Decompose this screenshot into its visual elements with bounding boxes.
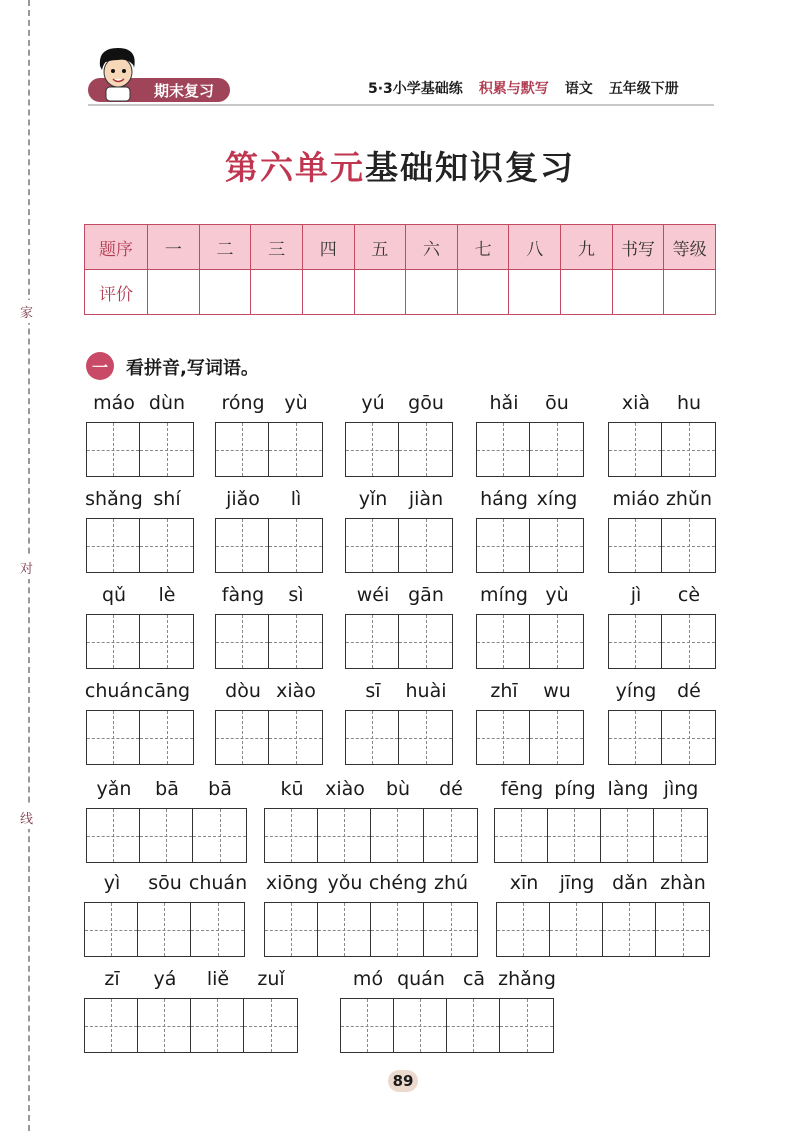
column-header: 等级	[664, 225, 716, 270]
pinyin-syllable: yá	[153, 968, 177, 990]
pinyin-syllable: qǔ	[101, 584, 127, 606]
pinyin-syllable: bā	[208, 778, 232, 800]
pinyin-syllable: zhǔn	[665, 488, 713, 510]
column-header: 三	[251, 225, 303, 270]
pinyin-syllable: shǎng	[85, 488, 143, 510]
writing-grid	[476, 710, 584, 765]
writing-cell[interactable]	[530, 423, 583, 476]
writing-grid	[215, 710, 323, 765]
writing-grid	[215, 614, 323, 669]
page-title	[0, 142, 800, 189]
writing-cell[interactable]	[216, 711, 269, 764]
pinyin-word	[264, 872, 479, 958]
writing-cell[interactable]	[424, 903, 477, 956]
pinyin-syllable: róng	[221, 392, 265, 414]
writing-cell[interactable]	[495, 809, 548, 862]
pinyin-line	[264, 872, 479, 898]
pinyin-syllable: yǐn	[358, 488, 388, 510]
pinyin-word	[476, 680, 585, 766]
pinyin-syllable: háng	[480, 488, 528, 510]
writing-grid	[340, 998, 554, 1053]
writing-grid	[86, 518, 194, 573]
pinyin-syllable: zuǐ	[257, 968, 285, 990]
pinyin-syllable: lì	[290, 488, 302, 510]
pinyin-line	[84, 968, 299, 994]
row-label-order: 题序	[85, 225, 148, 270]
writing-grid	[84, 902, 245, 957]
pinyin-syllable: xiōng	[265, 872, 319, 894]
pinyin-word	[86, 778, 248, 864]
pinyin-word	[215, 392, 324, 478]
writing-cell[interactable]	[216, 423, 269, 476]
pinyin-syllable: jīng	[559, 872, 595, 894]
writing-cell[interactable]	[140, 809, 193, 862]
series-name: 5·3小学基础练	[368, 81, 463, 97]
writing-cell[interactable]	[399, 615, 452, 668]
writing-cell[interactable]	[346, 615, 399, 668]
pinyin-syllable: xīn	[509, 872, 539, 894]
writing-cell[interactable]	[191, 999, 244, 1052]
writing-cell[interactable]	[346, 423, 399, 476]
writing-cell[interactable]	[603, 903, 656, 956]
eval-cell[interactable]	[199, 270, 251, 315]
pinyin-syllable: dǎn	[612, 872, 648, 894]
pinyin-syllable: wu	[543, 680, 571, 702]
writing-cell[interactable]	[87, 809, 140, 862]
writing-cell[interactable]	[656, 903, 709, 956]
pinyin-syllable: máo	[93, 392, 135, 414]
pinyin-syllable: xià	[621, 392, 651, 414]
binding-mark: 对	[20, 556, 33, 579]
writing-grid	[86, 808, 247, 863]
writing-grid	[86, 710, 194, 765]
pinyin-syllable: jiǎo	[226, 488, 260, 510]
pinyin-syllable: xiào	[325, 778, 365, 800]
pinyin-word	[608, 584, 717, 670]
column-header: 六	[406, 225, 458, 270]
eval-cell[interactable]	[251, 270, 303, 315]
pinyin-line	[84, 872, 246, 898]
column-header: 四	[302, 225, 354, 270]
pinyin-syllable: zhǎng	[498, 968, 556, 990]
writing-cell[interactable]	[399, 423, 452, 476]
score-eval-row	[85, 270, 716, 315]
section-number: 一	[91, 357, 108, 377]
pinyin-syllable: jì	[630, 584, 642, 606]
pinyin-syllable: hu	[676, 392, 702, 414]
column-header: 一	[148, 225, 200, 270]
writing-cell[interactable]	[530, 711, 583, 764]
pinyin-syllable: shí	[153, 488, 181, 510]
writing-cell[interactable]	[85, 903, 138, 956]
pinyin-syllable: dòu	[225, 680, 261, 702]
writing-grid	[264, 902, 478, 957]
writing-cell[interactable]	[497, 903, 550, 956]
writing-cell[interactable]	[371, 809, 424, 862]
pinyin-syllable: huài	[405, 680, 447, 702]
pinyin-syllable: bù	[385, 778, 411, 800]
eval-cell[interactable]	[664, 270, 716, 315]
pinyin-line	[476, 680, 585, 706]
pinyin-line	[345, 488, 454, 514]
writing-cell[interactable]	[609, 615, 662, 668]
pinyin-word	[215, 680, 324, 766]
pinyin-line	[215, 680, 324, 706]
writing-cell[interactable]	[341, 999, 394, 1052]
writing-cell[interactable]	[662, 519, 715, 572]
pinyin-syllable: quán	[397, 968, 445, 990]
pinyin-line	[215, 392, 324, 418]
column-header: 九	[561, 225, 613, 270]
writing-grid	[86, 422, 194, 477]
pinyin-syllable: jiàn	[408, 488, 444, 510]
pinyin-syllable: yǒu	[327, 872, 363, 894]
pinyin-line	[608, 392, 717, 418]
pinyin-word	[86, 392, 195, 478]
writing-cell[interactable]	[269, 519, 322, 572]
writing-cell[interactable]	[530, 519, 583, 572]
writing-grid	[215, 422, 323, 477]
pinyin-syllable: wéi	[356, 584, 390, 606]
pinyin-syllable: yíng	[615, 680, 657, 702]
column-header: 八	[509, 225, 561, 270]
writing-cell[interactable]	[662, 615, 715, 668]
column-header: 五	[354, 225, 406, 270]
writing-grid	[608, 710, 716, 765]
pinyin-syllable: bā	[155, 778, 179, 800]
pinyin-syllable: cè	[677, 584, 701, 606]
pinyin-syllable: cā	[462, 968, 486, 990]
writing-cell[interactable]	[609, 519, 662, 572]
writing-grid	[476, 614, 584, 669]
pinyin-syllable: chéng	[368, 872, 428, 894]
pinyin-line	[608, 680, 717, 706]
pinyin-word	[476, 488, 585, 574]
writing-cell[interactable]	[140, 519, 193, 572]
pinyin-word	[264, 778, 479, 864]
pinyin-syllable: dé	[677, 680, 701, 702]
pinyin-word	[345, 584, 454, 670]
eval-cell[interactable]	[354, 270, 406, 315]
writing-cell[interactable]	[87, 615, 140, 668]
pinyin-word	[86, 584, 195, 670]
writing-grid	[215, 518, 323, 573]
title-unit: 第六单元	[225, 148, 365, 187]
writing-cell[interactable]	[609, 423, 662, 476]
pinyin-syllable: jìng	[663, 778, 699, 800]
pinyin-syllable: píng	[554, 778, 596, 800]
writing-cell[interactable]	[609, 711, 662, 764]
writing-cell[interactable]	[140, 711, 193, 764]
pinyin-line	[476, 488, 585, 514]
writing-cell[interactable]	[346, 711, 399, 764]
pinyin-word	[608, 392, 717, 478]
header-rule	[88, 104, 714, 106]
writing-cell[interactable]	[346, 519, 399, 572]
pinyin-syllable: yù	[545, 584, 569, 606]
pinyin-word	[476, 392, 585, 478]
writing-cell[interactable]	[265, 903, 318, 956]
eval-cell[interactable]	[406, 270, 458, 315]
writing-cell[interactable]	[265, 809, 318, 862]
writing-grid	[345, 422, 453, 477]
book-name: 积累与默写	[478, 81, 549, 97]
eval-cell[interactable]	[148, 270, 200, 315]
book-info	[368, 78, 679, 98]
pinyin-syllable: fēng	[500, 778, 544, 800]
pinyin-word	[345, 488, 454, 574]
page-number: 89	[388, 1070, 418, 1092]
pinyin-line	[340, 968, 555, 994]
writing-cell[interactable]	[87, 711, 140, 764]
writing-cell[interactable]	[216, 519, 269, 572]
pinyin-syllable: sōu	[148, 872, 182, 894]
pinyin-syllable: sī	[365, 680, 381, 702]
pinyin-line	[476, 392, 585, 418]
pinyin-word	[608, 680, 717, 766]
writing-cell[interactable]	[269, 711, 322, 764]
writing-cell[interactable]	[318, 903, 371, 956]
pinyin-syllable: zhú	[433, 872, 469, 894]
section-number-badge	[86, 352, 114, 380]
pinyin-syllable: cāng	[143, 680, 191, 702]
pinyin-line	[608, 584, 717, 610]
pinyin-syllable: fàng	[221, 584, 265, 606]
eval-cell[interactable]	[302, 270, 354, 315]
pinyin-syllable: yù	[284, 392, 308, 414]
writing-cell[interactable]	[477, 519, 530, 572]
writing-cell[interactable]	[138, 903, 191, 956]
pinyin-line	[494, 778, 709, 804]
pinyin-syllable: lè	[158, 584, 176, 606]
grade-name: 五年级下册	[608, 81, 679, 97]
writing-cell[interactable]	[477, 711, 530, 764]
pinyin-syllable: zhàn	[660, 872, 706, 894]
pinyin-word	[494, 778, 709, 864]
writing-grid	[494, 808, 708, 863]
writing-grid	[345, 710, 453, 765]
writing-cell[interactable]	[548, 809, 601, 862]
pinyin-syllable: hǎi	[489, 392, 519, 414]
writing-cell[interactable]	[424, 809, 477, 862]
writing-cell[interactable]	[216, 615, 269, 668]
pinyin-word	[86, 488, 195, 574]
column-header: 书写	[612, 225, 664, 270]
pinyin-line	[345, 392, 454, 418]
pinyin-word	[84, 968, 299, 1054]
pinyin-syllable: miáo	[612, 488, 660, 510]
pinyin-word	[608, 488, 717, 574]
writing-grid	[608, 614, 716, 669]
writing-cell[interactable]	[269, 423, 322, 476]
pinyin-line	[86, 778, 248, 804]
pinyin-line	[608, 488, 717, 514]
pinyin-syllable: zī	[104, 968, 120, 990]
writing-cell[interactable]	[662, 423, 715, 476]
eval-cell[interactable]	[612, 270, 664, 315]
pinyin-syllable: yǎn	[96, 778, 132, 800]
pinyin-syllable: mó	[352, 968, 384, 990]
pinyin-line	[496, 872, 711, 898]
pinyin-syllable: gōu	[408, 392, 444, 414]
writing-cell[interactable]	[140, 423, 193, 476]
pinyin-syllable: chuán	[84, 680, 144, 702]
pinyin-word	[476, 584, 585, 670]
pinyin-syllable: yì	[103, 872, 121, 894]
pinyin-syllable: xiào	[276, 680, 316, 702]
writing-cell[interactable]	[399, 711, 452, 764]
boy-mascot-icon	[92, 44, 142, 104]
score-header-row	[85, 225, 716, 270]
eval-cell[interactable]	[561, 270, 613, 315]
badge-label: 期末复习	[153, 81, 214, 100]
pinyin-line	[86, 680, 195, 706]
pinyin-syllable: míng	[480, 584, 528, 606]
writing-grid	[476, 422, 584, 477]
pinyin-syllable: zhī	[490, 680, 518, 702]
pinyin-word	[215, 584, 324, 670]
pinyin-syllable: kū	[280, 778, 304, 800]
writing-cell[interactable]	[191, 903, 244, 956]
writing-cell[interactable]	[550, 903, 603, 956]
score-table	[84, 224, 716, 315]
pinyin-syllable: làng	[607, 778, 649, 800]
pinyin-line	[345, 680, 454, 706]
pinyin-word	[84, 872, 246, 958]
pinyin-line	[86, 488, 195, 514]
writing-cell[interactable]	[601, 809, 654, 862]
pinyin-word	[215, 488, 324, 574]
pinyin-syllable: dùn	[148, 392, 186, 414]
pinyin-line	[345, 584, 454, 610]
pinyin-word	[496, 872, 711, 958]
pinyin-word	[345, 392, 454, 478]
writing-cell[interactable]	[269, 615, 322, 668]
writing-cell[interactable]	[87, 519, 140, 572]
writing-grid	[264, 808, 478, 863]
pinyin-syllable: yú	[361, 392, 385, 414]
pinyin-syllable: ōu	[545, 392, 569, 414]
pinyin-syllable: sì	[288, 584, 304, 606]
pinyin-line	[86, 392, 195, 418]
writing-cell[interactable]	[371, 903, 424, 956]
column-header: 二	[199, 225, 251, 270]
writing-grid	[345, 614, 453, 669]
binding-mark: 线	[20, 806, 33, 829]
writing-cell[interactable]	[87, 423, 140, 476]
eval-cell[interactable]	[509, 270, 561, 315]
writing-cell[interactable]	[399, 519, 452, 572]
writing-cell[interactable]	[477, 615, 530, 668]
pinyin-line	[476, 584, 585, 610]
writing-cell[interactable]	[500, 999, 553, 1052]
writing-grid	[84, 998, 298, 1053]
pinyin-line	[215, 488, 324, 514]
writing-cell[interactable]	[318, 809, 371, 862]
writing-cell[interactable]	[193, 809, 246, 862]
eval-cell[interactable]	[457, 270, 509, 315]
writing-grid	[608, 518, 716, 573]
writing-cell[interactable]	[138, 999, 191, 1052]
pinyin-syllable: chuán	[188, 872, 248, 894]
pinyin-syllable: xíng	[536, 488, 578, 510]
writing-grid	[86, 614, 194, 669]
writing-cell[interactable]	[140, 615, 193, 668]
writing-cell[interactable]	[447, 999, 500, 1052]
pinyin-word	[345, 680, 454, 766]
writing-cell[interactable]	[394, 999, 447, 1052]
pinyin-line	[215, 584, 324, 610]
title-topic: 基础知识复习	[365, 148, 575, 187]
pinyin-line	[264, 778, 479, 804]
row-label-eval: 评价	[85, 270, 148, 315]
pinyin-line	[86, 584, 195, 610]
section-title: 看拼音,写词语。	[126, 358, 259, 379]
writing-cell[interactable]	[244, 999, 297, 1052]
column-header: 七	[457, 225, 509, 270]
writing-grid	[476, 518, 584, 573]
writing-grid	[496, 902, 710, 957]
writing-cell[interactable]	[85, 999, 138, 1052]
writing-grid	[345, 518, 453, 573]
pinyin-syllable: dé	[439, 778, 463, 800]
pinyin-syllable: gān	[408, 584, 444, 606]
writing-cell[interactable]	[662, 711, 715, 764]
subject-name: 语文	[564, 81, 593, 97]
writing-cell[interactable]	[530, 615, 583, 668]
writing-grid	[608, 422, 716, 477]
writing-cell[interactable]	[654, 809, 707, 862]
pinyin-word	[340, 968, 555, 1054]
writing-cell[interactable]	[477, 423, 530, 476]
pinyin-syllable: liě	[206, 968, 230, 990]
pinyin-word	[86, 680, 195, 766]
binding-mark: 家	[20, 300, 33, 323]
